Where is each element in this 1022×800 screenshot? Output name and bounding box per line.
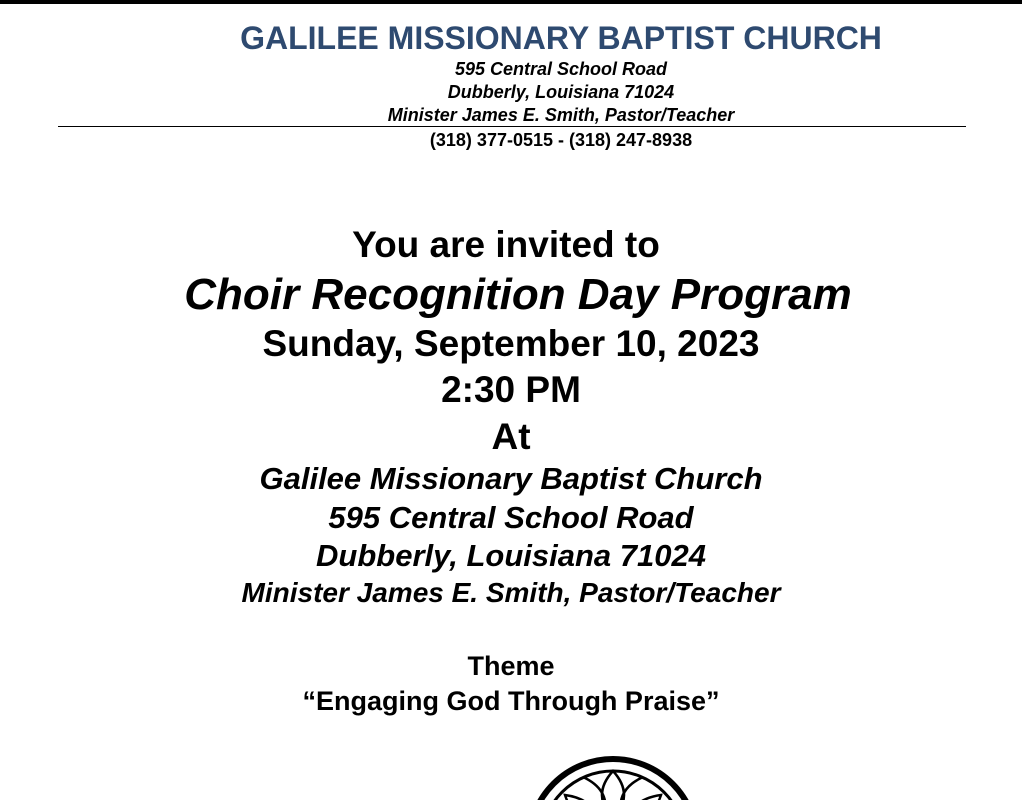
letterhead-phones: (318) 377-0515 - (318) 247-8938 (429, 130, 693, 150)
top-border (0, 0, 1022, 4)
event-date: Sunday, September 10, 2023 (262, 323, 760, 364)
venue-name: Galilee Missionary Baptist Church (259, 461, 763, 496)
letterhead-pastor: Minister James E. Smith, Pastor/Teacher (387, 105, 735, 125)
letterhead-city: Dubberly, Louisiana 71024 (447, 82, 675, 102)
theme-label: Theme (467, 651, 555, 681)
letterhead-address: 595 Central School Road (454, 59, 668, 79)
event-at: At (491, 416, 531, 457)
venue-pastor: Minister James E. Smith, Pastor/Teacher (241, 577, 781, 608)
program-title: Choir Recognition Day Program (184, 270, 852, 319)
circular-ornament-icon (505, 755, 725, 800)
letterhead-divider (58, 126, 966, 127)
letterhead-church-name: GALILEE MISSIONARY BAPTIST CHURCH (240, 20, 882, 56)
event-time: 2:30 PM (441, 369, 581, 410)
theme-text: “Engaging God Through Praise” (302, 686, 720, 716)
invitation-intro: You are invited to (352, 224, 660, 265)
venue-address: 595 Central School Road (328, 500, 694, 535)
venue-city: Dubberly, Louisiana 71024 (316, 538, 706, 573)
